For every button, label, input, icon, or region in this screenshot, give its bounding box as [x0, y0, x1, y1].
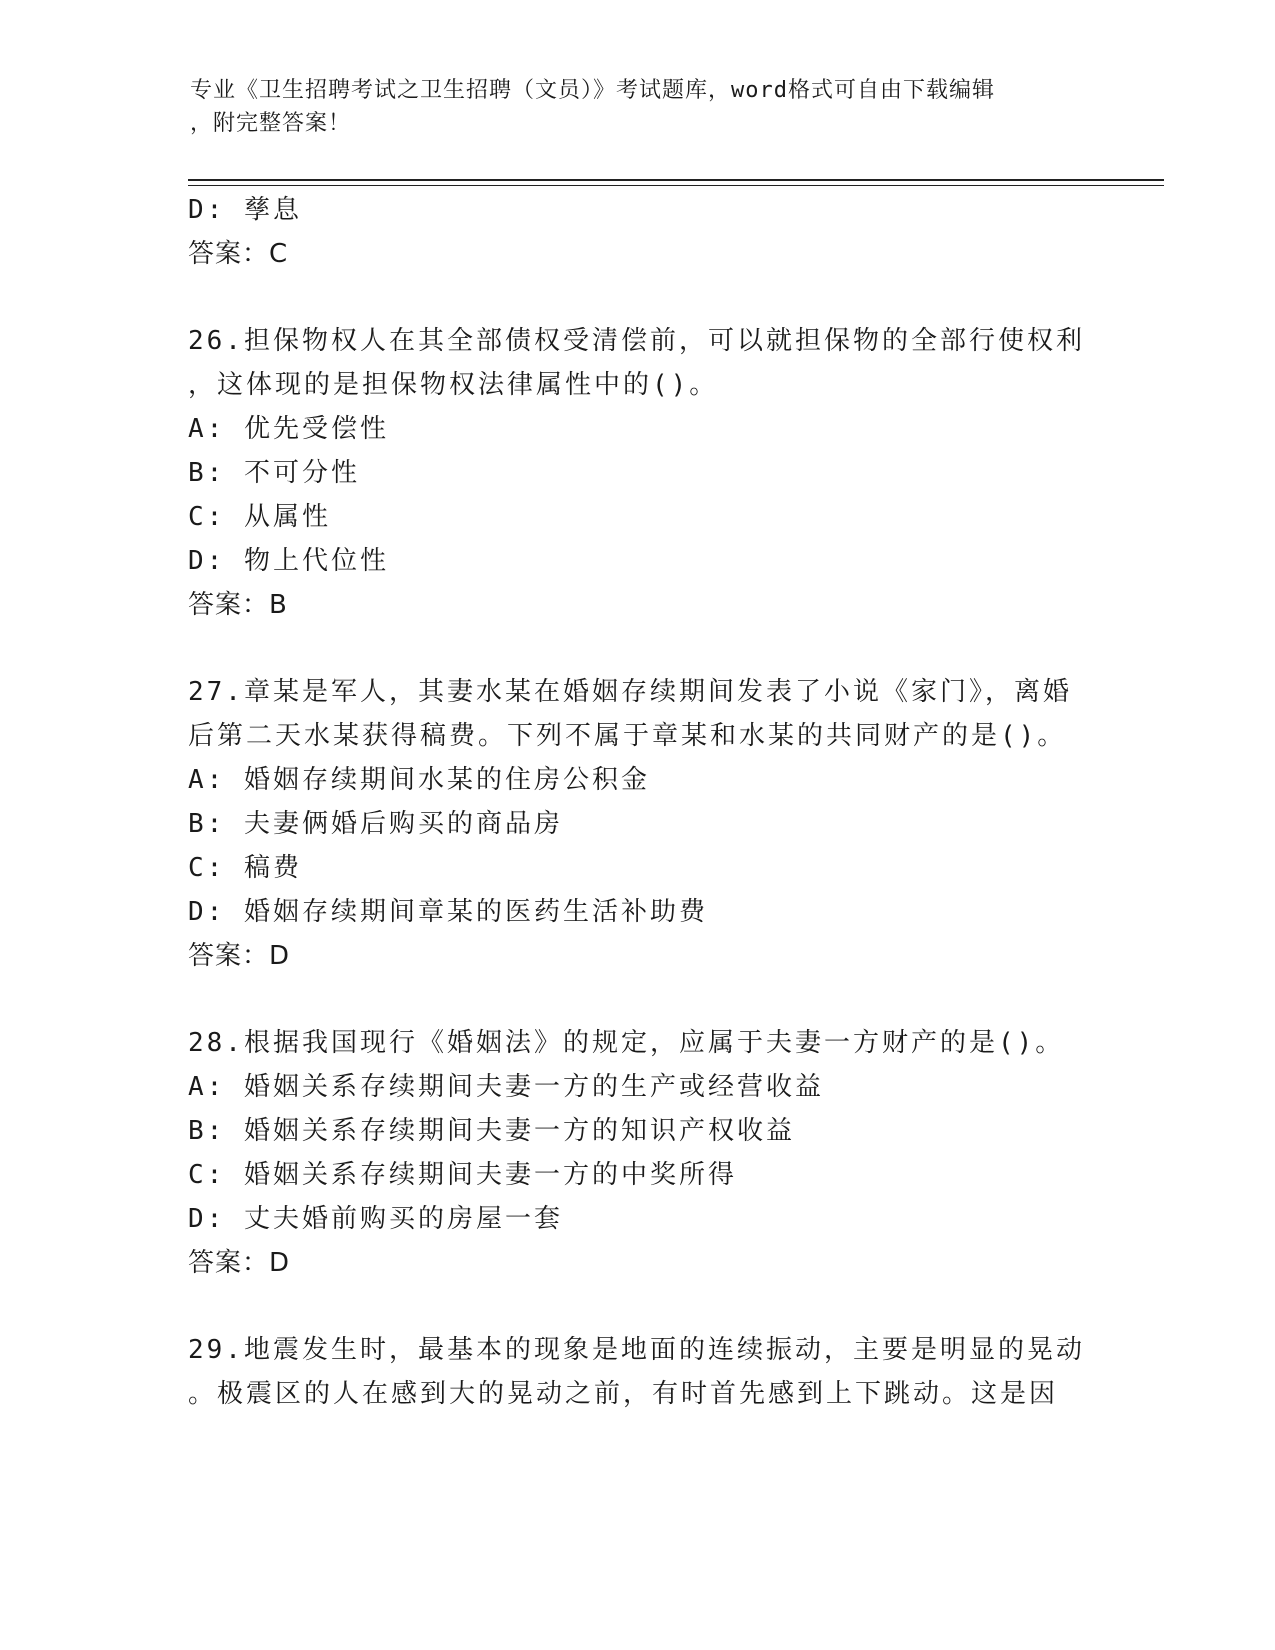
answer: 答案：B	[188, 590, 288, 620]
header-rule-thick	[188, 179, 1164, 181]
document-header	[190, 74, 1070, 140]
answer: 答案：D	[188, 1248, 291, 1278]
header-rule-thin	[188, 185, 1164, 186]
option-d: D: 婚姻存续期间章某的医药生活补助费	[188, 897, 708, 927]
question-stem-line-2: 后第二天水某获得稿费。下列不属于章某和水某的共同财产的是()。	[188, 721, 1067, 751]
option-c: C: 稿费	[188, 853, 302, 883]
option-a: A: 婚姻关系存续期间夫妻一方的生产或经营收益	[188, 1072, 824, 1102]
header-line-2: ，附完整答案！	[190, 111, 352, 136]
prev-option-d: D: 孳息	[188, 195, 302, 225]
option-a: A: 婚姻存续期间水某的住房公积金	[188, 765, 650, 795]
option-d: D: 物上代位性	[188, 546, 389, 576]
option-d: D: 丈夫婚前购买的房屋一套	[188, 1204, 563, 1234]
question-stem-line-2: ，这体现的是担保物权法律属性中的()。	[188, 370, 719, 400]
question-stem-line-1: 26.担保物权人在其全部债权受清偿前，可以就担保物的全部行使权利	[188, 326, 1085, 356]
prev-answer: 答案：C	[188, 239, 289, 269]
option-c: C: 婚姻关系存续期间夫妻一方的中奖所得	[188, 1160, 737, 1190]
option-c: C: 从属性	[188, 502, 331, 532]
question-stem-line-1: 28.根据我国现行《婚姻法》的规定，应属于夫妻一方财产的是()。	[188, 1028, 1065, 1058]
question-stem-line-2: 。极震区的人在感到大的晃动之前，有时首先感到上下跳动。这是因	[188, 1379, 1059, 1409]
question-stem-line-1: 29.地震发生时，最基本的现象是地面的连续振动，主要是明显的晃动	[188, 1335, 1085, 1365]
question-stem-line-1: 27.章某是军人，其妻水某在婚姻存续期间发表了小说《家门》，离婚	[188, 677, 1072, 707]
header-line-1: 专业《卫生招聘考试之卫生招聘（文员）》考试题库，word格式可自由下载编辑	[190, 78, 995, 103]
option-b: B: 不可分性	[188, 458, 360, 488]
option-b: B: 婚姻关系存续期间夫妻一方的知识产权收益	[188, 1116, 795, 1146]
option-a: A: 优先受偿性	[188, 414, 389, 444]
answer: 答案：D	[188, 941, 291, 971]
option-b: B: 夫妻俩婚后购买的商品房	[188, 809, 563, 839]
